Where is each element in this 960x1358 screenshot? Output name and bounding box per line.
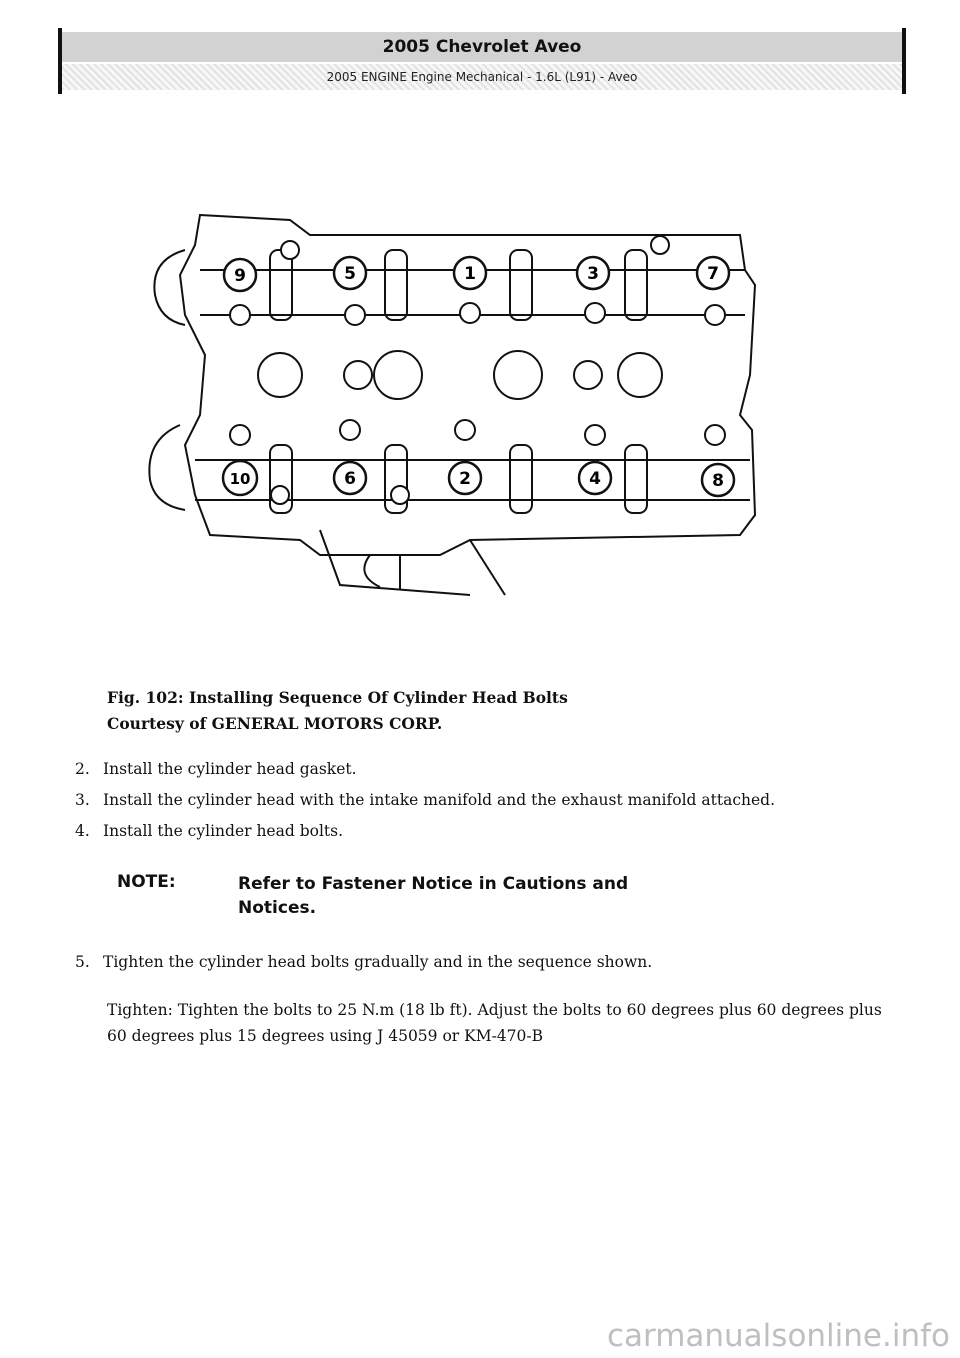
- bolt-10: [223, 461, 257, 495]
- step-number: 2.: [75, 760, 90, 778]
- caption-title: Fig. 102: Installing Sequence Of Cylinder Head Bolts: [107, 688, 568, 707]
- tighten-instructions: Tighten: Tighten the bolts to 25 N.m (18 lb ft). Adjust the bolts to 60 degrees plus 60 degrees plus 60 degrees plus 15 degrees using J 45059 or KM-470-B: [107, 1001, 882, 1045]
- figure-caption: [107, 685, 568, 737]
- bolt-8-label: 8: [712, 471, 724, 491]
- bolt-7-label: 7: [707, 264, 719, 284]
- bolt-9: [224, 259, 256, 291]
- header-title: 2005 Chevrolet Aveo: [62, 32, 902, 62]
- step-number: 3.: [75, 791, 90, 809]
- step-number: 4.: [75, 822, 90, 840]
- bolt-4: [579, 462, 611, 494]
- bolt-3: [577, 257, 609, 289]
- bolt-1: [454, 257, 486, 289]
- page-header: [58, 28, 906, 94]
- step-number: 5.: [75, 953, 90, 971]
- bolt-3-label: 3: [587, 264, 599, 284]
- step-text: Tighten the cylinder head bolts gradually and in the sequence shown.: [103, 953, 653, 971]
- step-5: [75, 951, 895, 973]
- note-label: NOTE:: [117, 872, 176, 892]
- step-2: [75, 758, 895, 780]
- bolt-8: [702, 464, 734, 496]
- note-text: Refer to Fastener Notice in Cautions and Notices.: [238, 874, 629, 918]
- step-text: Install the cylinder head gasket.: [103, 760, 357, 778]
- bolt-1-label: 1: [464, 264, 476, 284]
- header-subtitle: 2005 ENGINE Engine Mechanical - 1.6L (L91) - Aveo: [62, 64, 902, 90]
- bolt-2: [449, 462, 481, 494]
- watermark: carmanualsonline.info: [606, 1318, 950, 1354]
- cylinder-head-diagram: [140, 195, 770, 615]
- bolt-5: [334, 257, 366, 289]
- step-3: [75, 789, 895, 811]
- step-text: Install the cylinder head with the intake manifold and the exhaust manifold attached.: [103, 791, 776, 809]
- bolt-6-label: 6: [344, 469, 356, 489]
- step-text: Install the cylinder head bolts.: [103, 822, 344, 840]
- bolt-6: [334, 462, 366, 494]
- bolt-7: [697, 257, 729, 289]
- bolt-4-label: 4: [589, 469, 601, 489]
- bolt-5-label: 5: [344, 264, 356, 284]
- bolt-9-label: 9: [234, 266, 246, 286]
- bolt-10-label: 10: [229, 470, 251, 488]
- bolt-2-label: 2: [459, 469, 471, 489]
- caption-credit: Courtesy of GENERAL MOTORS CORP.: [107, 714, 443, 733]
- step-4: [75, 820, 895, 842]
